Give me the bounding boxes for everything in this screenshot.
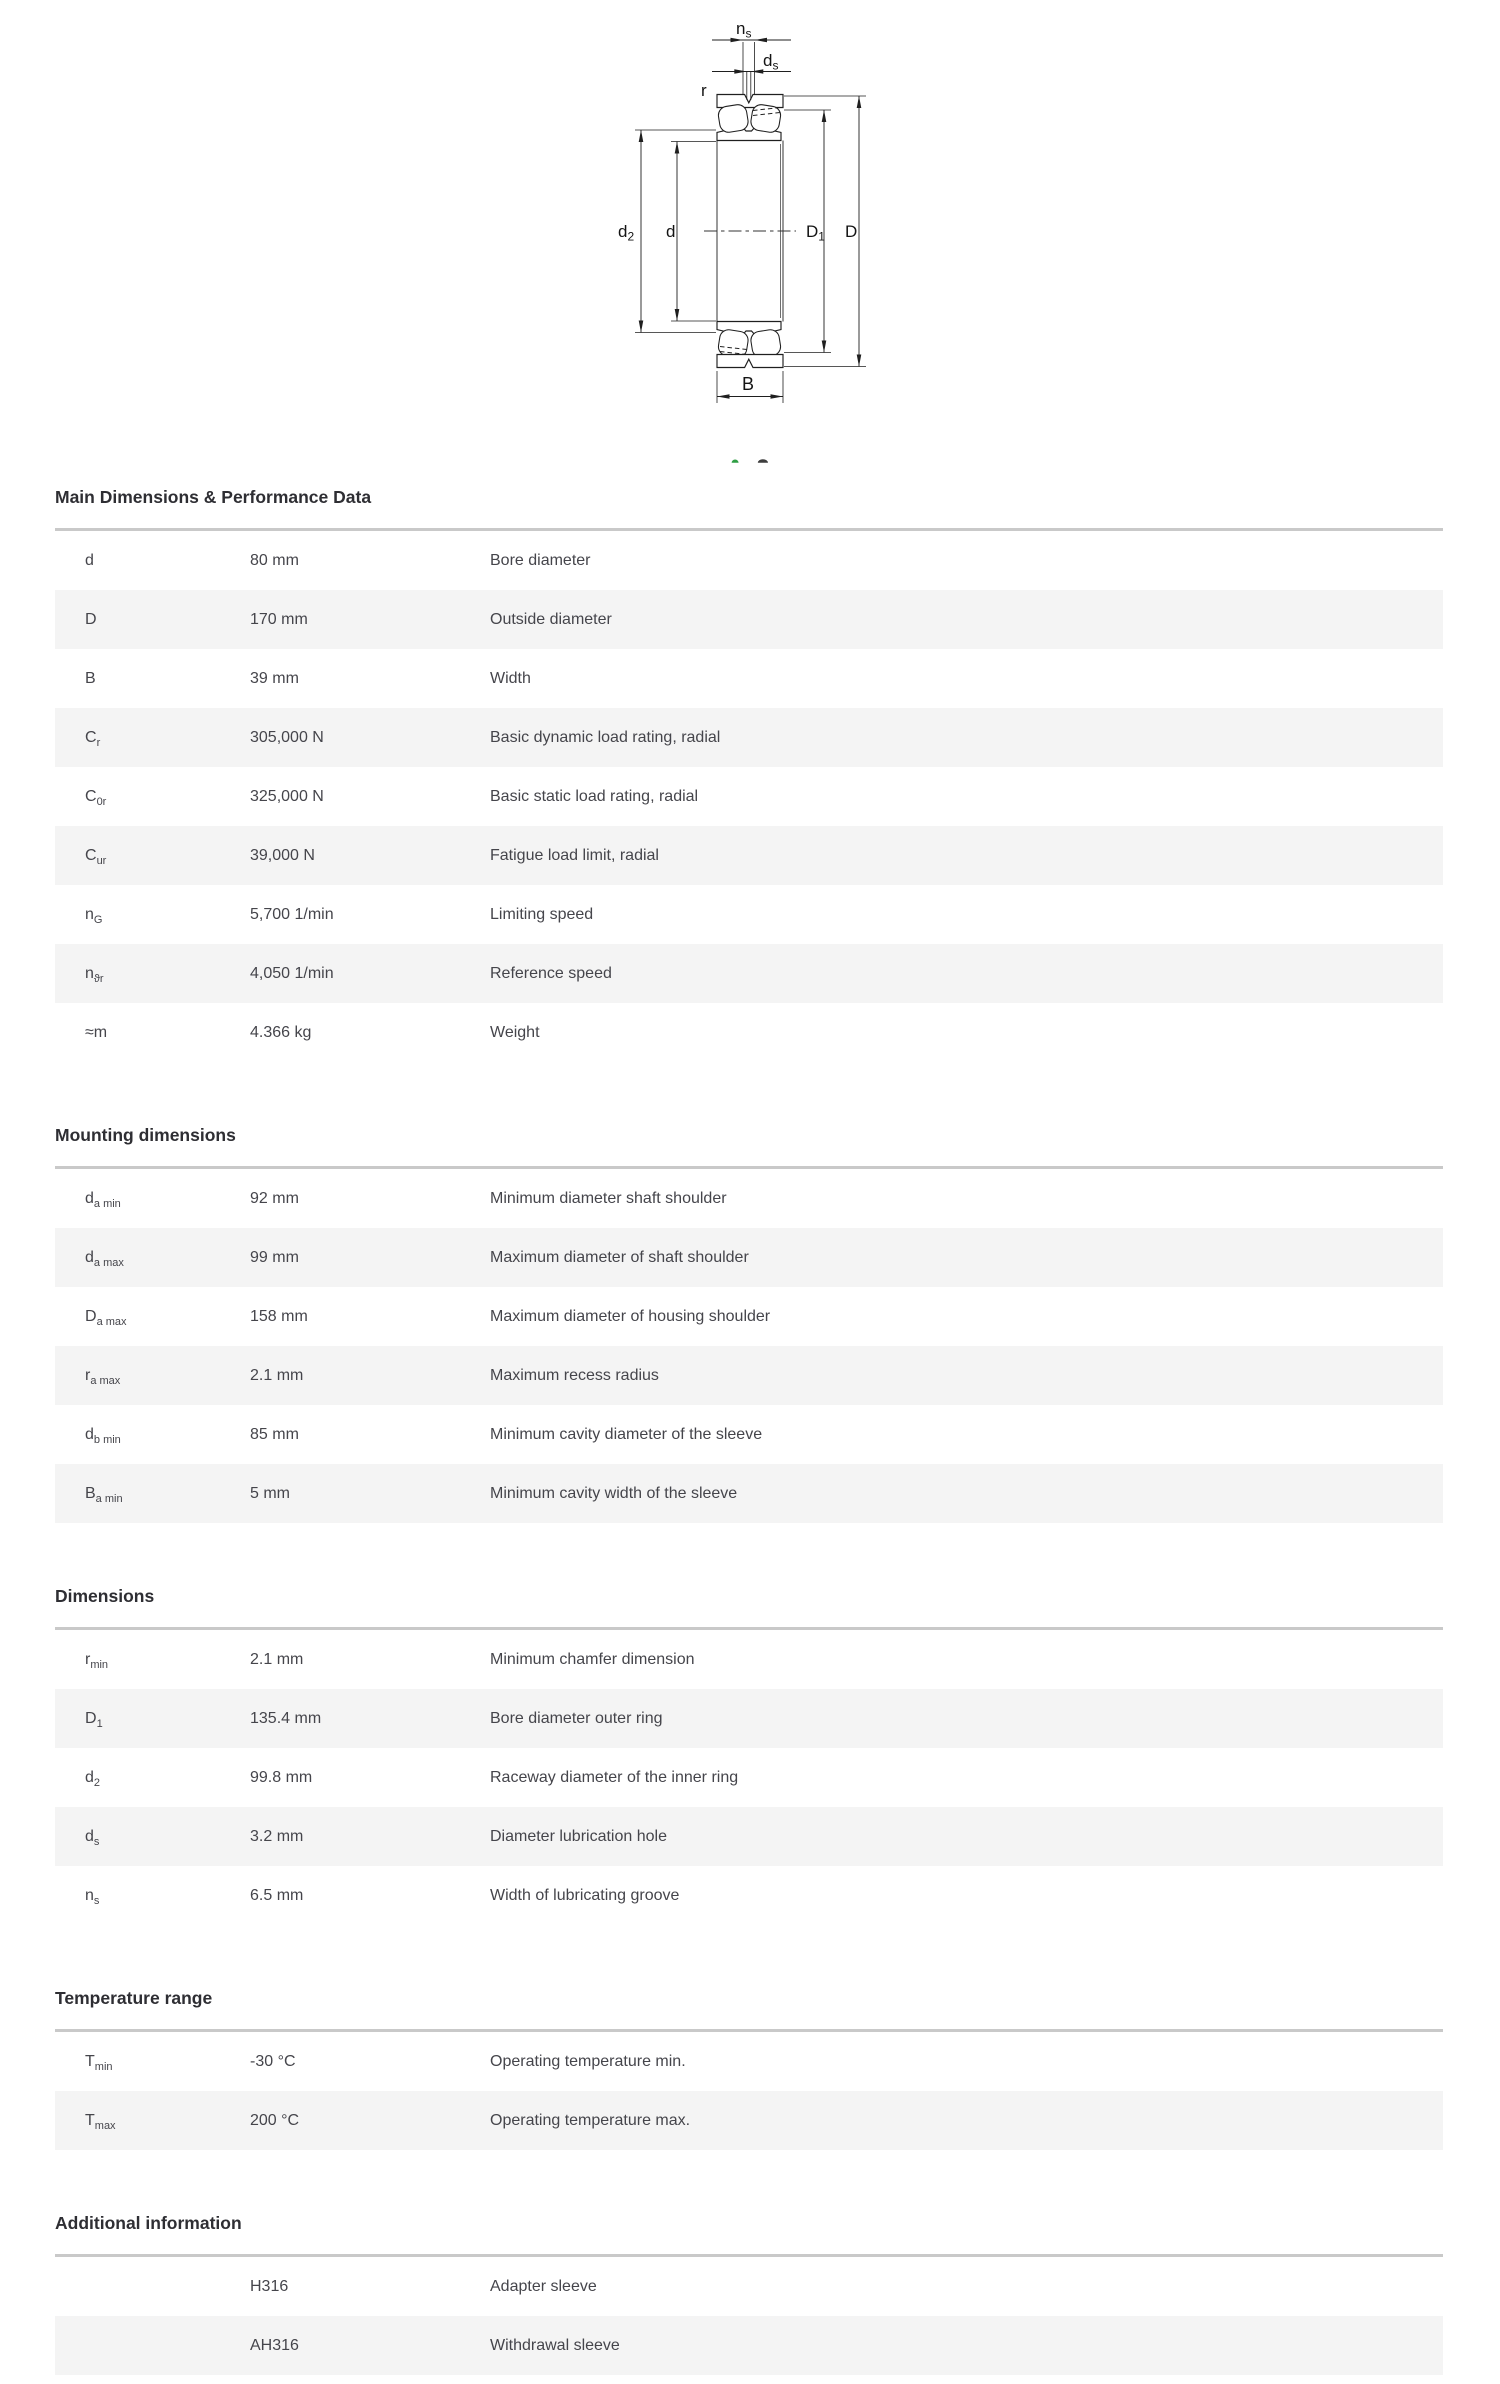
symbol-cell: $r_{a max}$ (85, 1366, 121, 1387)
arrowhead (857, 96, 862, 108)
outer-ring-top (717, 95, 783, 108)
d-label: d (666, 222, 676, 241)
description-cell: Limiting speed (490, 905, 594, 923)
description-cell: Minimum chamfer dimension (490, 1650, 695, 1668)
ns-label: $n_s$ (736, 19, 752, 41)
table-row (55, 708, 1443, 767)
r-label: r (701, 81, 707, 100)
d2-label: $d_2$ (618, 222, 635, 244)
symbol-cell: $D_{a max}$ (85, 1307, 127, 1328)
arrowhead (857, 355, 862, 367)
arrowhead (734, 69, 747, 73)
table-row (55, 767, 1443, 826)
description-cell: Diameter lubrication hole (490, 1827, 667, 1845)
table-row (55, 1464, 1443, 1523)
value-cell: 99.8 mm (250, 1768, 313, 1786)
table-row (55, 590, 1443, 649)
section-title: Mounting dimensions (55, 1125, 236, 1145)
description-cell: Outside diameter (490, 610, 612, 628)
symbol-cell: $C_r$ (85, 728, 101, 749)
table-row (55, 2032, 1443, 2091)
value-cell: 2.1 mm (250, 1366, 304, 1384)
symbol-cell: $d_{a min}$ (85, 1189, 121, 1210)
arrowhead (731, 38, 744, 42)
table-row (55, 1287, 1443, 1346)
symbol-cell: $n_{ϑr}$ (85, 964, 104, 985)
value-cell: 170 mm (250, 610, 308, 628)
table-row (55, 649, 1443, 708)
description-cell: Reference speed (490, 964, 612, 982)
arrowhead (639, 130, 644, 142)
value-cell: H316 (250, 2277, 289, 2295)
symbol-cell: ≈m (85, 1023, 108, 1041)
carousel-dot[interactable] (758, 459, 768, 463)
symbol-cell: $C_{0r}$ (85, 787, 107, 808)
description-cell: Width (490, 669, 531, 687)
description-cell: Operating temperature min. (490, 2052, 686, 2070)
value-cell: 200 °C (250, 2111, 300, 2129)
value-cell: 80 mm (250, 551, 299, 569)
value-cell: 325,000 N (250, 787, 324, 805)
D-label: D (845, 222, 858, 241)
symbol-cell: $d_{b min}$ (85, 1425, 121, 1446)
symbol-cell: $n_G$ (85, 905, 103, 926)
value-cell: 4.366 kg (250, 1023, 312, 1041)
table-row (55, 1346, 1443, 1405)
table-row (55, 826, 1443, 885)
description-cell: Withdrawal sleeve (490, 2336, 620, 2354)
description-cell: Weight (490, 1023, 540, 1041)
D1-label: $D_1$ (806, 222, 825, 244)
symbol-cell: d (85, 551, 94, 569)
description-cell: Minimum cavity width of the sleeve (490, 1484, 738, 1502)
arrowhead (751, 69, 764, 73)
arrowhead (675, 309, 680, 321)
symbol-cell: $n_s$ (85, 1886, 100, 1907)
section-title: Temperature range (55, 1988, 213, 2008)
value-cell: 92 mm (250, 1189, 299, 1207)
symbol-cell: $C_{ur}$ (85, 846, 107, 867)
B-label: B (742, 374, 755, 394)
symbol-cell: $d_s$ (85, 1827, 100, 1848)
table-row (55, 1228, 1443, 1287)
section-title: Main Dimensions & Performance Data (55, 487, 372, 507)
table-row (55, 2091, 1443, 2150)
symbol-cell: $D_1$ (85, 1709, 103, 1730)
table-row (55, 1689, 1443, 1748)
data-table (55, 528, 1443, 1062)
section-main-dimensions (55, 486, 1443, 1062)
value-cell: 39,000 N (250, 846, 315, 864)
table-row (55, 1405, 1443, 1464)
section-title: Dimensions (55, 1586, 155, 1606)
data-table (55, 2254, 1443, 2375)
bearing-cross-section-diagram (605, 5, 890, 465)
value-cell: 4,050 1/min (250, 964, 334, 982)
arrowhead (639, 321, 644, 333)
table-row (55, 944, 1443, 1003)
arrowhead (771, 394, 784, 398)
arrowhead (675, 142, 680, 154)
value-cell: 2.1 mm (250, 1650, 304, 1668)
description-cell: Minimum diameter shaft shoulder (490, 1189, 727, 1207)
symbol-cell: $T_{min}$ (85, 2052, 113, 2073)
table-row (55, 2316, 1443, 2375)
data-table (55, 2029, 1443, 2150)
value-cell: -30 °C (250, 2052, 296, 2070)
table-row (55, 1169, 1443, 1228)
description-cell: Bore diameter outer ring (490, 1709, 663, 1727)
table-row (55, 1003, 1443, 1062)
description-cell: Basic dynamic load rating, radial (490, 728, 721, 746)
value-cell: 3.2 mm (250, 1827, 304, 1845)
section-dimensions (55, 1585, 1443, 1925)
description-cell: Width of lubricating groove (490, 1886, 680, 1904)
arrowhead (755, 38, 768, 42)
description-cell: Maximum diameter of shaft shoulder (490, 1248, 749, 1266)
value-cell: 85 mm (250, 1425, 299, 1443)
description-cell: Basic static load rating, radial (490, 787, 699, 805)
value-cell: 39 mm (250, 669, 299, 687)
symbol-cell: $T_{max}$ (85, 2111, 116, 2132)
description-cell: Minimum cavity diameter of the sleeve (490, 1425, 763, 1443)
arrowhead (822, 110, 827, 122)
carousel-dot-active[interactable] (732, 460, 739, 463)
description-cell: Maximum recess radius (490, 1366, 659, 1384)
table-row (55, 885, 1443, 944)
value-cell: 158 mm (250, 1307, 308, 1325)
table-row (55, 531, 1443, 590)
symbol-cell: $d_2$ (85, 1768, 101, 1789)
datasheet-content (55, 486, 1443, 2375)
value-cell: AH316 (250, 2336, 299, 2354)
ds-label: $d_s$ (763, 51, 779, 73)
section-mounting-dimensions (55, 1124, 1443, 1523)
table-row (55, 1630, 1443, 1689)
arrowhead (822, 341, 827, 353)
description-cell: Bore diameter (490, 551, 591, 569)
description-cell: Raceway diameter of the inner ring (490, 1768, 739, 1786)
section-additional-information (55, 2212, 1443, 2375)
value-cell: 5 mm (250, 1484, 290, 1502)
symbol-cell: D (85, 610, 97, 628)
value-cell: 5,700 1/min (250, 905, 334, 923)
arrowhead (717, 394, 730, 398)
table-row (55, 2257, 1443, 2316)
symbol-cell: $d_{a max}$ (85, 1248, 124, 1269)
symbol-cell: $B_{a min}$ (85, 1484, 123, 1505)
value-cell: 99 mm (250, 1248, 299, 1266)
description-cell: Maximum diameter of housing shoulder (490, 1307, 771, 1325)
data-table (55, 1166, 1443, 1523)
description-cell: Adapter sleeve (490, 2277, 597, 2295)
description-cell: Operating temperature max. (490, 2111, 691, 2129)
data-table (55, 1627, 1443, 1925)
value-cell: 135.4 mm (250, 1709, 322, 1727)
roller-top-left (717, 103, 749, 133)
table-row (55, 1748, 1443, 1807)
symbol-cell: B (85, 669, 96, 687)
section-temperature-range (55, 1987, 1443, 2150)
value-cell: 6.5 mm (250, 1886, 304, 1904)
table-row (55, 1866, 1443, 1925)
value-cell: 305,000 N (250, 728, 324, 746)
description-cell: Fatigue load limit, radial (490, 846, 659, 864)
symbol-cell: $r_{min}$ (85, 1650, 109, 1671)
bearing-drawing-svg (605, 5, 890, 465)
table-row (55, 1807, 1443, 1866)
section-title: Additional information (55, 2213, 242, 2233)
outer-ring-bottom (717, 355, 783, 368)
